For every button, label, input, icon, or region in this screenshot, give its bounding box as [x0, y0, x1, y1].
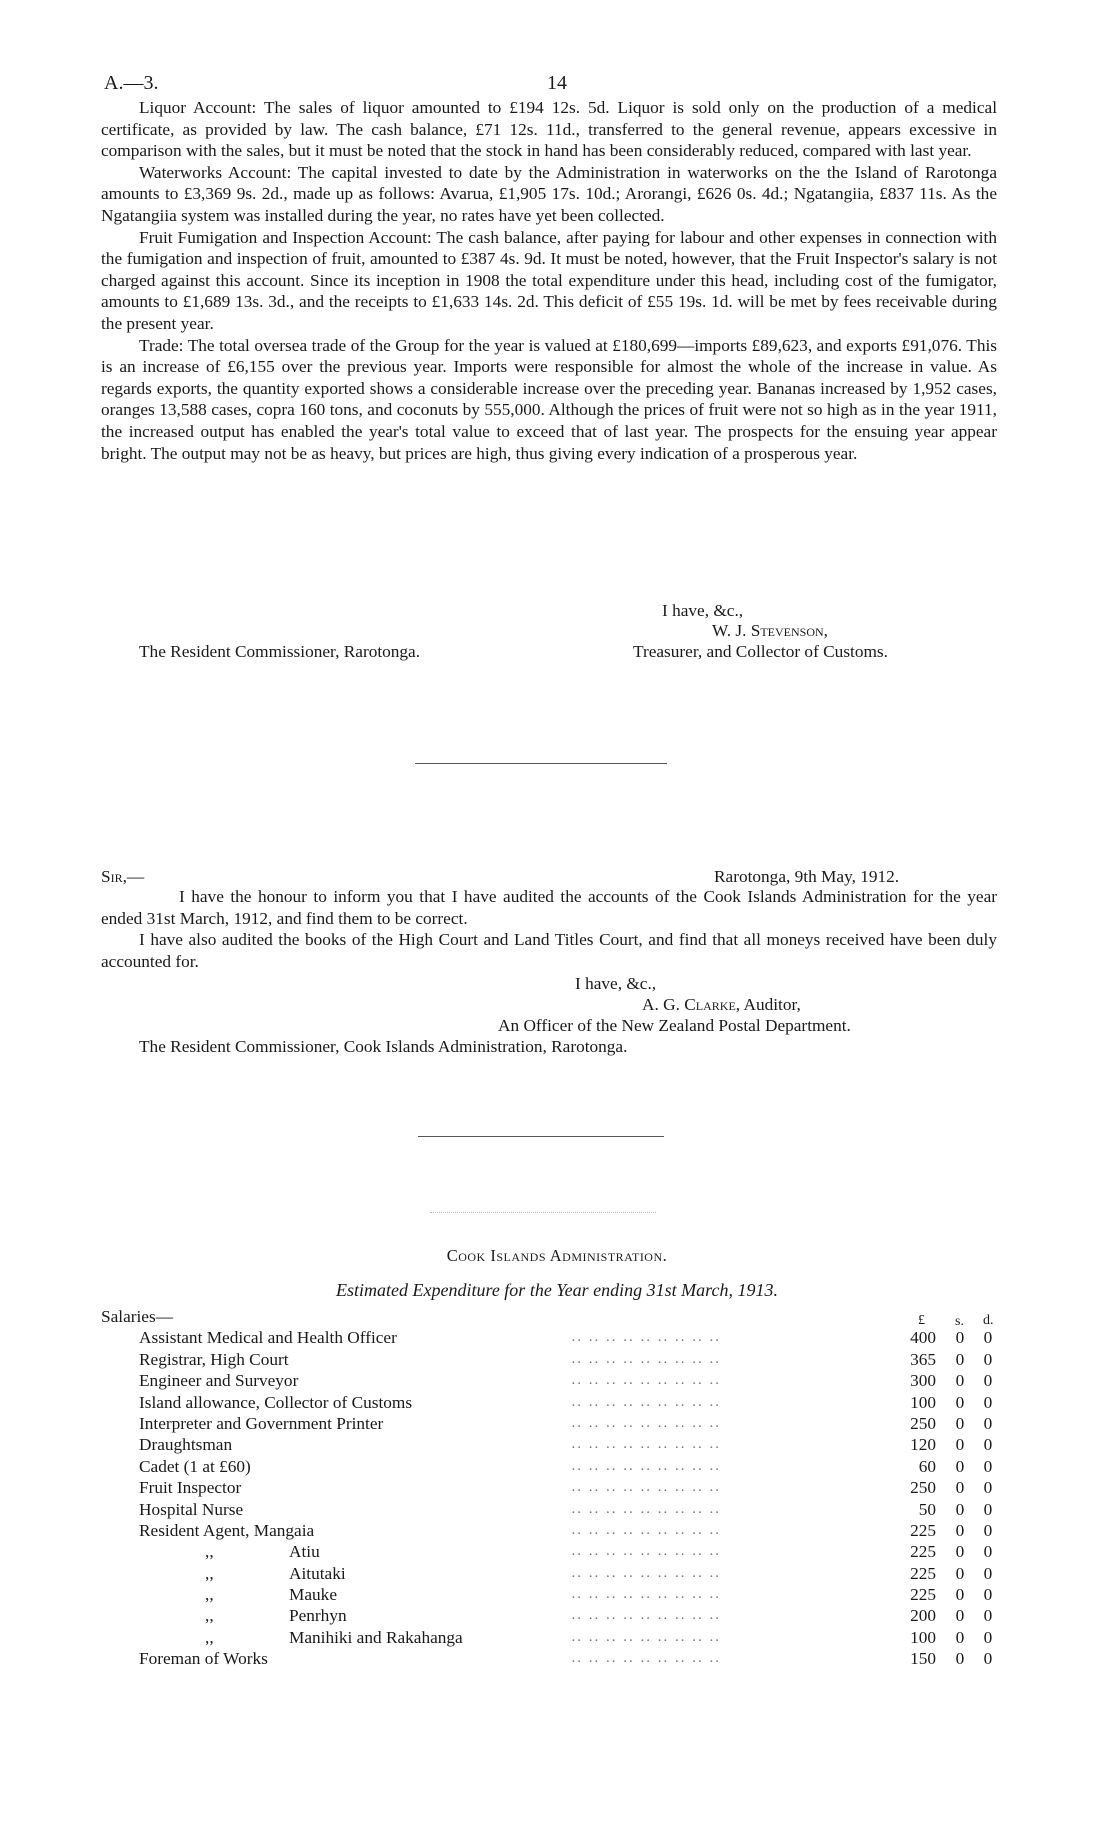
table-row — [101, 1434, 1001, 1455]
row-sub-label: Atiu — [289, 1542, 320, 1562]
table-row — [101, 1584, 1001, 1605]
row-label: Resident Agent, Mangaia — [139, 1520, 315, 1540]
estimates-header-row — [101, 1306, 1001, 1327]
shillings-value: 0 — [955, 1456, 965, 1476]
shillings-value: 0 — [955, 1435, 965, 1455]
shillings-value: 0 — [955, 1563, 965, 1583]
shillings-column-header: s. — [955, 1314, 964, 1329]
estimates-table — [101, 1306, 1001, 1670]
leader-dots: .. .. .. .. .. .. .. .. .. — [571, 1479, 721, 1496]
pence-value: 0 — [983, 1563, 993, 1583]
table-row — [101, 1520, 1001, 1541]
letter-place-date: Rarotonga, 9th May, 1912. — [714, 867, 900, 886]
pounds-value: 50 — [918, 1499, 936, 1519]
row-label: Foreman of Works — [139, 1649, 268, 1669]
row-label: Cadet (1 at £60) — [139, 1456, 251, 1476]
letter-paragraph-courts: I have also audited the books of the High Court and Land Titles Court, and find that all moneys received have been duly accounted for. — [101, 930, 997, 971]
leader-dots: .. .. .. .. .. .. .. .. .. — [571, 1607, 721, 1624]
paragraph-trade: Trade: The total oversea trade of the Group for the year is valued at £180,699—imports £89,623, and exports £91,076. This is an increase of £6,155 over the previous year. Imports were responsible for almost the whole of the increase in value. As regards exports, the quantity exported shows a considerable increase over the preceding year. Bananas increased by 1,952 cases, oranges 13,588 cases, copra 160 tons, and coconuts by 555,000. Although the prices of fruit were not so high as in the year 1911, the increased output has enabled the year's total value to exceed that of last year. The prospects for the ensuing year appear bright. The output may not be as heavy, but prices are high, thus giving every indication of a prosperous year. — [101, 335, 997, 463]
shillings-value: 0 — [955, 1606, 965, 1626]
row-label: Island allowance, Collector of Customs — [139, 1392, 413, 1412]
leader-dots: .. .. .. .. .. .. .. .. .. — [571, 1414, 721, 1431]
pounds-value: 400 — [910, 1328, 936, 1348]
pence-value: 0 — [983, 1627, 993, 1647]
page-number: 14 — [547, 72, 567, 94]
faint-divider — [430, 1212, 656, 1213]
pounds-value: 300 — [910, 1371, 936, 1391]
row-label: ,, — [205, 1563, 214, 1583]
pence-value: 0 — [983, 1606, 993, 1626]
leader-dots: .. .. .. .. .. .. .. .. .. — [571, 1329, 721, 1346]
report-addressee: The Resident Commissioner, Rarotonga. — [139, 642, 421, 661]
row-label: ,, — [205, 1542, 214, 1562]
row-label: Engineer and Surveyor — [139, 1371, 299, 1391]
table-row — [101, 1627, 1001, 1648]
table-row — [101, 1370, 1001, 1391]
shillings-value: 0 — [955, 1499, 965, 1519]
shillings-value: 0 — [955, 1392, 965, 1412]
shillings-value: 0 — [955, 1328, 965, 1348]
report-signatory-title: Treasurer, and Collector of Customs. — [633, 642, 888, 661]
pence-value: 0 — [983, 1585, 993, 1605]
pence-value: 0 — [983, 1478, 993, 1498]
pence-value: 0 — [983, 1649, 993, 1669]
pence-column-header: d. — [983, 1313, 994, 1328]
letter-salutation: I have, &c., — [575, 974, 657, 993]
row-sub-label: Manihiki and Rakahanga — [289, 1627, 463, 1647]
letter-signatory-title: An Officer of the New Zealand Postal Department. — [498, 1016, 851, 1035]
leader-dots: .. .. .. .. .. .. .. .. .. — [571, 1564, 721, 1581]
row-label: Fruit Inspector — [139, 1478, 242, 1498]
section-heading: Salaries— — [101, 1307, 173, 1326]
estimates-title: Cook Islands Administration. — [446, 1246, 668, 1265]
letter-body — [101, 886, 997, 972]
leader-dots: .. .. .. .. .. .. .. .. .. — [571, 1650, 721, 1667]
leader-dots: .. .. .. .. .. .. .. .. .. — [571, 1372, 721, 1389]
document-reference: A.—3. — [104, 72, 159, 94]
shillings-value: 0 — [955, 1520, 965, 1540]
pounds-value: 365 — [910, 1349, 936, 1369]
pence-value: 0 — [983, 1371, 993, 1391]
leader-dots: .. .. .. .. .. .. .. .. .. — [571, 1457, 721, 1474]
shillings-value: 0 — [955, 1349, 965, 1369]
pounds-value: 100 — [910, 1627, 936, 1647]
shillings-value: 0 — [955, 1413, 965, 1433]
leader-dots: .. .. .. .. .. .. .. .. .. — [571, 1628, 721, 1645]
row-label: ,, — [205, 1585, 214, 1605]
row-sub-label: Aitutaki — [289, 1563, 346, 1583]
leader-dots: .. .. .. .. .. .. .. .. .. — [571, 1586, 721, 1603]
pence-value: 0 — [983, 1349, 993, 1369]
letter-paragraph-audit: I have the honour to inform you that I have audited the accounts of the Cook Islands Administration for the year ended 31st March, 1912, and find them to be correct. — [101, 887, 997, 928]
report-body — [101, 97, 997, 464]
table-row — [101, 1541, 1001, 1562]
letter-greeting: Sir,— — [101, 867, 145, 886]
pounds-column-header: £ — [918, 1313, 925, 1328]
pounds-value: 250 — [910, 1478, 936, 1498]
table-row — [101, 1605, 1001, 1626]
section-divider — [418, 1136, 664, 1137]
pence-value: 0 — [983, 1456, 993, 1476]
table-row — [101, 1327, 1001, 1348]
leader-dots: .. .. .. .. .. .. .. .. .. — [571, 1393, 721, 1410]
shillings-value: 0 — [955, 1627, 965, 1647]
table-row — [101, 1413, 1001, 1434]
row-label: ,, — [205, 1606, 214, 1626]
section-divider — [415, 763, 667, 764]
pounds-value: 225 — [910, 1585, 936, 1605]
leader-dots: .. .. .. .. .. .. .. .. .. — [571, 1543, 721, 1560]
table-row — [101, 1563, 1001, 1584]
pounds-value: 250 — [910, 1413, 936, 1433]
table-row — [101, 1456, 1001, 1477]
shillings-value: 0 — [955, 1585, 965, 1605]
row-label: ,, — [205, 1627, 214, 1647]
row-label: Registrar, High Court — [139, 1349, 289, 1369]
row-sub-label: Penrhyn — [289, 1606, 347, 1626]
pence-value: 0 — [983, 1328, 993, 1348]
pounds-value: 100 — [910, 1392, 936, 1412]
pence-value: 0 — [983, 1392, 993, 1412]
estimates-subtitle: Estimated Expenditure for the Year ending 31st March, 1913. — [336, 1280, 778, 1300]
row-label: Draughtsman — [139, 1435, 233, 1455]
report-signatory: W. J. Stevenson, — [712, 621, 828, 640]
pounds-value: 150 — [910, 1649, 936, 1669]
leader-dots: .. .. .. .. .. .. .. .. .. — [571, 1521, 721, 1538]
shillings-value: 0 — [955, 1478, 965, 1498]
table-row — [101, 1477, 1001, 1498]
shillings-value: 0 — [955, 1371, 965, 1391]
row-label: Assistant Medical and Health Officer — [139, 1328, 397, 1348]
paragraph-liquor-account: Liquor Account: The sales of liquor amounted to £194 12s. 5d. Liquor is sold only on the production of a medical certificate, as provided by law. The cash balance, £71 12s. 11d., transferred to the general revenue, appears excessive in comparison with the sales, but it must be noted that the stock in hand has been considerably reduced, compared with last year. — [101, 98, 997, 161]
pence-value: 0 — [983, 1520, 993, 1540]
report-salutation: I have, &c., — [662, 601, 744, 620]
pence-value: 0 — [983, 1499, 993, 1519]
table-row — [101, 1499, 1001, 1520]
pounds-value: 225 — [910, 1520, 936, 1540]
pence-value: 0 — [983, 1435, 993, 1455]
pence-value: 0 — [983, 1413, 993, 1433]
pounds-value: 60 — [918, 1456, 936, 1476]
leader-dots: .. .. .. .. .. .. .. .. .. — [571, 1500, 721, 1517]
row-sub-label: Mauke — [289, 1585, 337, 1605]
row-label: Hospital Nurse — [139, 1499, 244, 1519]
leader-dots: .. .. .. .. .. .. .. .. .. — [571, 1436, 721, 1453]
shillings-value: 0 — [955, 1649, 965, 1669]
letter-signatory: A. G. Clarke, Auditor, — [642, 995, 801, 1014]
pounds-value: 225 — [910, 1563, 936, 1583]
pounds-value: 225 — [910, 1542, 936, 1562]
row-label: Interpreter and Government Printer — [139, 1413, 384, 1433]
pounds-value: 120 — [910, 1435, 936, 1455]
estimates-rows — [101, 1327, 1001, 1669]
letter-addressee: The Resident Commissioner, Cook Islands Administration, Rarotonga. — [139, 1037, 628, 1056]
pounds-value: 200 — [910, 1606, 936, 1626]
table-row — [101, 1648, 1001, 1669]
paragraph-fruit-fumigation-account: Fruit Fumigation and Inspection Account: The cash balance, after paying for labour and other expenses in connection with the fumigation and inspection of fruit, amounted to £387 4s. 9d. It must be noted, however, that the Fruit Inspector's salary is not charged against this account. Since its inception in 1908 the total expenditure under this head, including cost of the fumigator, amounts to £1,689 13s. 3d., and the receipts to £1,633 14s. 2d. This deficit of £55 19s. 1d. will be met by fees receivable during the present year. — [101, 227, 997, 333]
shillings-value: 0 — [955, 1542, 965, 1562]
pence-value: 0 — [983, 1542, 993, 1562]
paragraph-waterworks-account: Waterworks Account: The capital invested to date by the Administration in waterworks on the the Island of Rarotonga amounts to £3,369 9s. 2d., made up as follows: Avarua, £1,905 17s. 10d.; Arorangi, £626 0s. 4d.; Ngatangiia, £837 11s. As the Ngatangiia system was installed during the year, no rates have yet been collected. — [101, 162, 997, 225]
table-row — [101, 1349, 1001, 1370]
leader-dots: .. .. .. .. .. .. .. .. .. — [571, 1350, 721, 1367]
table-row — [101, 1392, 1001, 1413]
